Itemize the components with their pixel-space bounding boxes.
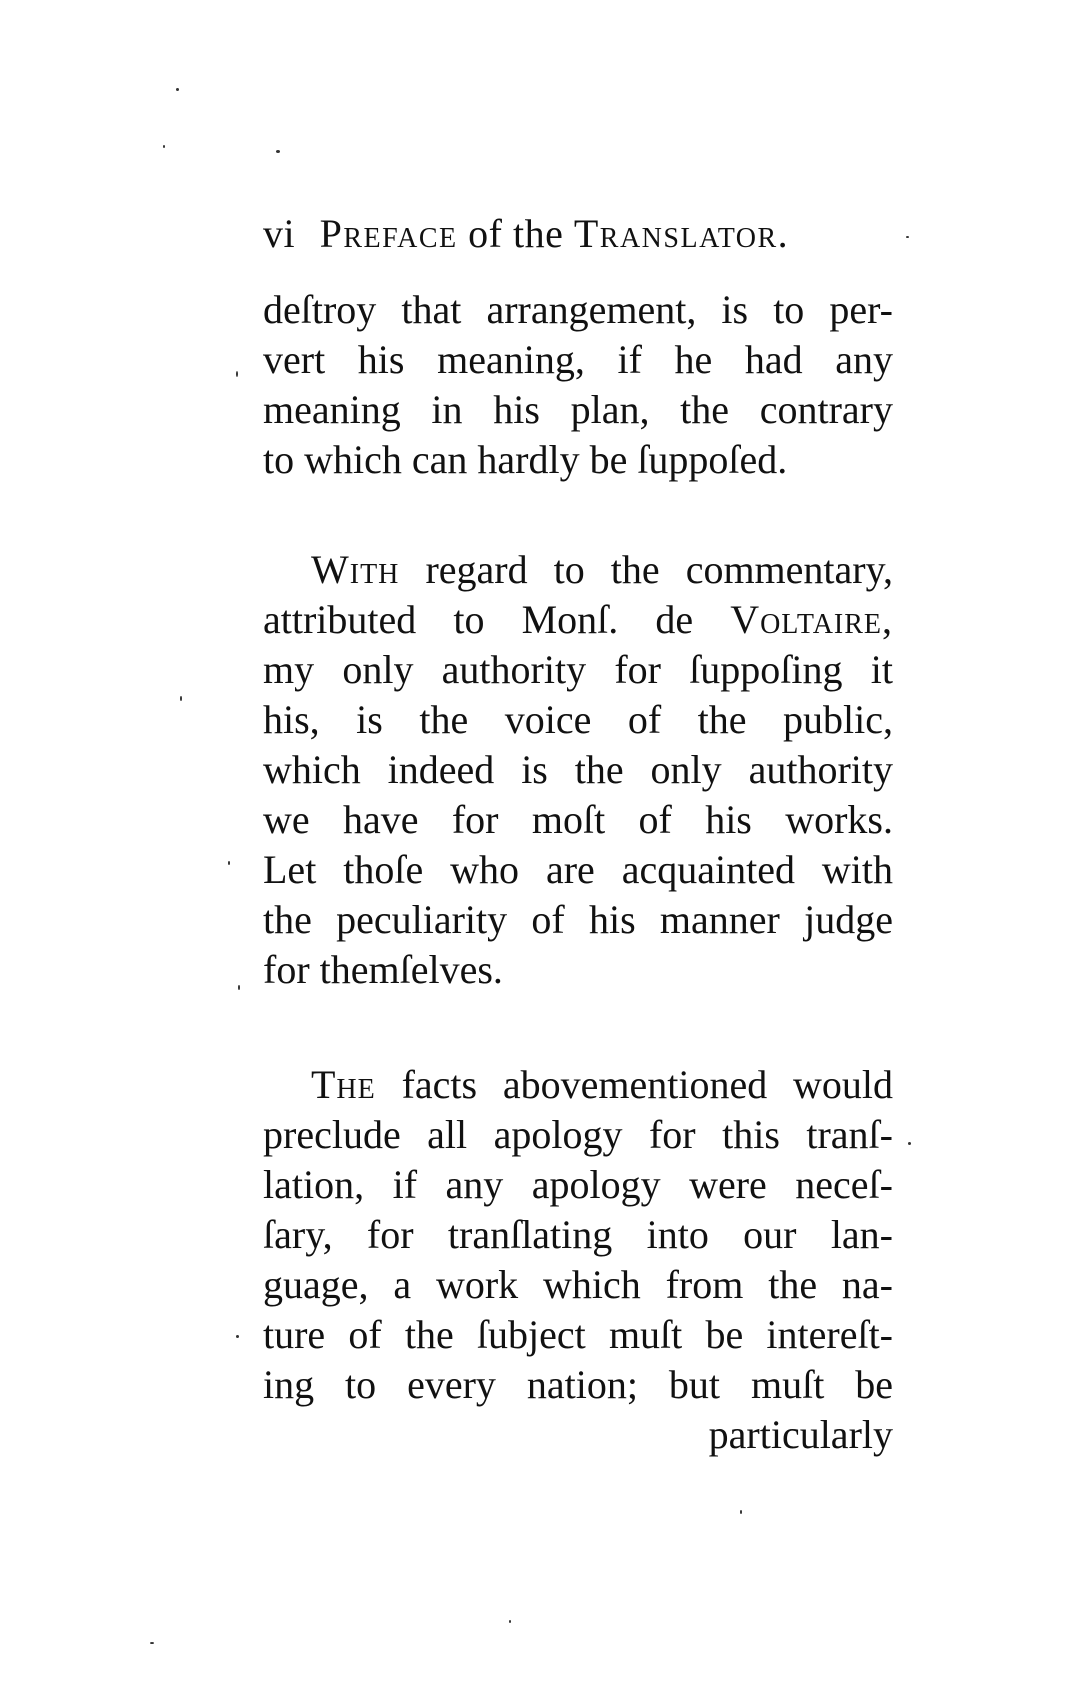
text-line [263,1060,893,1110]
author-name: Voltaire, [730,597,894,642]
text-line: preclude all apology for this tranſ- [263,1112,893,1157]
print-speck [276,150,280,153]
page-number: vi [263,211,296,256]
print-speck [236,1335,239,1338]
text-line: ture of the ſubject muſt be intereſt- [263,1312,893,1357]
paragraph-1 [263,285,893,485]
line-rest: regard to the commentary, [425,547,894,592]
text-line: ſary, for tranſlating into our lan- [263,1212,893,1257]
text-line [263,545,893,595]
line-start: attributed to Monſ. de [263,597,694,642]
lead-word: The [311,1062,376,1107]
print-speck [740,1510,742,1514]
lead-word: With [311,547,400,592]
print-speck [509,1620,511,1623]
text-line: the peculiarity of his manner judge [263,897,893,942]
text-line: we have for moſt of his works. [263,797,893,842]
print-speck [908,1142,911,1145]
print-speck [150,1642,154,1644]
print-speck [228,861,230,865]
text-line: guage, a work which from the na- [263,1262,893,1307]
text-line: vert his meaning, if he had any [263,337,893,382]
print-speck [180,696,182,701]
text-line: which indeed is the only authority [263,747,893,792]
text-line: deſtroy that arrangement, is to per- [263,287,893,332]
header-title-preface: Preface [319,211,458,256]
text-line: for themſelves. [263,947,503,992]
print-speck [238,985,240,990]
paragraph-2 [263,545,893,995]
print-speck [906,236,909,238]
running-header [263,210,893,258]
text-line: meaning in his plan, the contrary [263,387,893,432]
text-line: ing to every nation; but muſt be [263,1362,893,1407]
header-title-translator: Translator. [573,211,790,256]
line-rest: facts abovementioned would [401,1062,893,1107]
catchword: particularly [708,1412,893,1457]
paragraph-3 [263,1060,893,1460]
text-line [263,595,893,645]
text-line: my only authority for ſuppoſing it [263,647,893,692]
text-line: lation, if any apology were neceſ- [263,1162,893,1207]
text-line: Let thoſe who are acquainted with [263,847,893,892]
text-line: his, is the voice of the public, [263,697,893,742]
print-speck [176,88,179,91]
print-speck [163,145,165,148]
text-line: to which can hardly be ſuppoſed. [263,437,788,482]
header-title-of-the: of the [468,211,564,256]
print-speck [236,371,238,377]
